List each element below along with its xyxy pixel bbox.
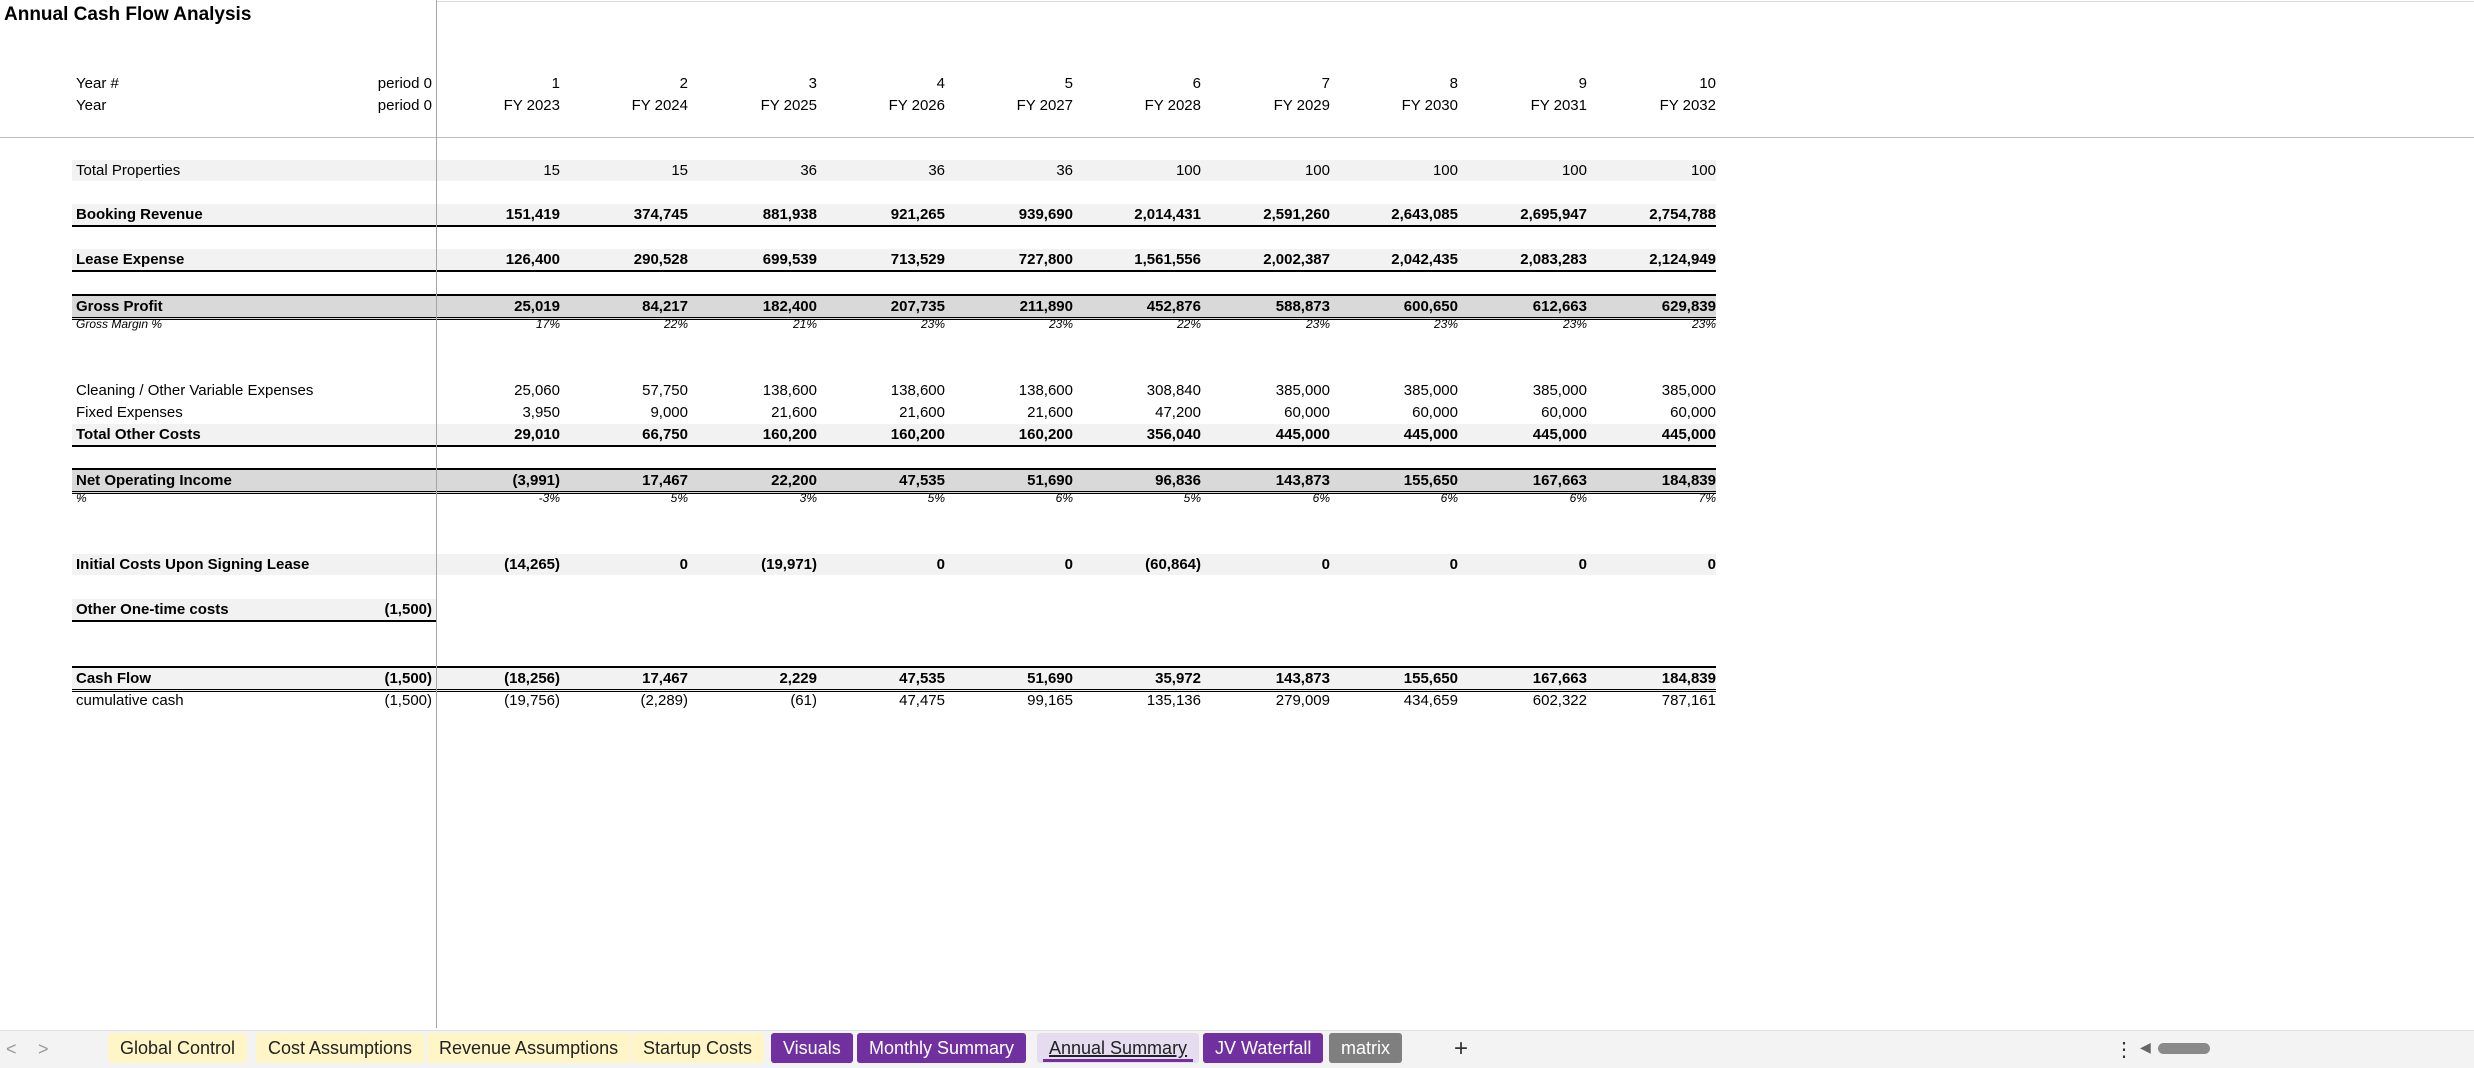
value-cell[interactable]: FY 2029 (1273, 97, 1330, 114)
value-cell[interactable]: 23% (1562, 317, 1587, 331)
value-cell[interactable]: (2,289) (640, 692, 688, 709)
sheet-tab-monthly-summary[interactable]: Monthly Summary (857, 1033, 1026, 1063)
value-cell[interactable]: 167,663 (1532, 472, 1587, 489)
value-cell[interactable]: 385,000 (1403, 382, 1458, 399)
value-cell[interactable]: 9,000 (650, 404, 688, 421)
sheet-tab-startup-costs[interactable]: Startup Costs (631, 1033, 764, 1063)
value-cell[interactable]: 138,600 (1018, 382, 1073, 399)
header-divider (0, 137, 2474, 138)
value-cell[interactable]: 2,002,387 (1263, 251, 1330, 268)
one-time-costs-row (72, 599, 436, 622)
value-cell[interactable]: 51,690 (1027, 670, 1073, 687)
value-cell[interactable]: (19,971) (761, 556, 817, 573)
value-cell[interactable]: 0 (679, 556, 688, 573)
value-cell[interactable]: 47,475 (899, 692, 945, 709)
value-cell[interactable]: 51,690 (1027, 472, 1073, 489)
sheet-tab-jv-waterfall[interactable]: JV Waterfall (1203, 1033, 1323, 1063)
value-cell[interactable]: 385,000 (1275, 382, 1330, 399)
fixed-expenses-row (72, 402, 1716, 423)
sheet-tab-global-control[interactable]: Global Control (108, 1033, 247, 1063)
year-number-row (72, 73, 1716, 94)
value-cell[interactable]: 2,591,260 (1263, 206, 1330, 223)
lease-expense-row (72, 249, 1716, 272)
value-cell[interactable]: 160,200 (762, 426, 817, 443)
value-cell[interactable]: 160,200 (1018, 426, 1073, 443)
value-cell[interactable]: 167,663 (1532, 670, 1587, 687)
value-cell[interactable]: 36 (1056, 162, 1073, 179)
value-cell[interactable]: 5% (927, 491, 945, 505)
value-cell[interactable]: 434,659 (1403, 692, 1458, 709)
value-cell[interactable]: 3% (799, 491, 817, 505)
value-cell[interactable]: 290,528 (633, 251, 688, 268)
value-cell[interactable]: -3% (538, 491, 560, 505)
value-cell[interactable]: FY 2030 (1401, 97, 1458, 114)
row-label[interactable]: Other One-time costs (76, 601, 229, 618)
value-cell[interactable]: 2,754,788 (1649, 206, 1716, 223)
value-cell[interactable]: 385,000 (1661, 382, 1716, 399)
value-cell[interactable]: (19,756) (504, 692, 560, 709)
value-cell[interactable]: 7 (1321, 75, 1330, 92)
value-cell[interactable]: 138,600 (762, 382, 817, 399)
value-cell[interactable]: FY 2032 (1659, 97, 1716, 114)
value-cell[interactable]: 60,000 (1412, 404, 1458, 421)
initial-costs-row (72, 554, 1716, 575)
value-cell[interactable]: 452,876 (1146, 298, 1201, 315)
row-label[interactable]: Lease Expense (76, 251, 185, 268)
value-cell[interactable]: 6% (1569, 491, 1587, 505)
value-cell[interactable]: 36 (928, 162, 945, 179)
value-cell[interactable]: 100 (1432, 162, 1458, 179)
value-cell[interactable]: 96,836 (1155, 472, 1201, 489)
value-cell[interactable]: FY 2024 (631, 97, 688, 114)
sheet-tab-matrix[interactable]: matrix (1329, 1033, 1402, 1063)
value-cell[interactable]: 60,000 (1541, 404, 1587, 421)
row-label[interactable]: Cleaning / Other Variable Expenses (76, 382, 314, 399)
value-cell[interactable]: 99,165 (1027, 692, 1073, 709)
row-label[interactable]: Gross Margin % (76, 317, 163, 331)
value-cell[interactable]: 211,890 (1019, 298, 1073, 315)
value-cell[interactable]: 182,400 (762, 298, 817, 315)
value-cell[interactable]: 23% (1305, 317, 1330, 331)
value-cell[interactable]: 21% (792, 317, 817, 331)
value-cell[interactable]: 47,535 (899, 472, 945, 489)
value-cell[interactable]: 629,839 (1661, 298, 1716, 315)
value-cell[interactable]: 135,136 (1146, 692, 1201, 709)
sheet-tab-annual-summary[interactable]: Annual Summary (1037, 1033, 1199, 1063)
value-cell[interactable]: 160,200 (890, 426, 945, 443)
value-cell[interactable]: 60,000 (1284, 404, 1330, 421)
row-label[interactable]: Net Operating Income (76, 472, 232, 489)
page-title: Annual Cash Flow Analysis (4, 4, 252, 25)
value-cell[interactable]: 4 (936, 75, 945, 92)
value-cell[interactable]: 35,972 (1155, 670, 1201, 687)
value-cell[interactable]: 184,839 (1661, 670, 1716, 687)
value-cell[interactable]: FY 2027 (1016, 97, 1073, 114)
sheet-tab-revenue-assumptions[interactable]: Revenue Assumptions (427, 1033, 630, 1063)
value-cell[interactable]: 787,161 (1661, 692, 1716, 709)
value-cell[interactable]: 138,600 (890, 382, 945, 399)
top-border (437, 1, 2474, 2)
value-cell[interactable]: (60,864) (1145, 556, 1201, 573)
row-label[interactable]: Cash Flow (76, 670, 152, 687)
value-cell[interactable]: 0 (936, 556, 945, 573)
value-cell[interactable]: 6 (1192, 75, 1201, 92)
value-cell[interactable]: 445,000 (1532, 426, 1587, 443)
value-cell[interactable]: FY 2028 (1144, 97, 1201, 114)
value-cell[interactable]: 21,600 (771, 404, 817, 421)
row-label[interactable]: Year # (76, 75, 119, 92)
value-cell[interactable]: 0 (1707, 556, 1716, 573)
value-cell[interactable]: 2,014,431 (1134, 206, 1201, 223)
value-cell[interactable]: FY 2023 (503, 97, 560, 114)
value-cell[interactable]: (3,991) (512, 472, 560, 489)
period-0-cell[interactable]: period 0 (377, 97, 432, 114)
value-cell[interactable]: 100 (1561, 162, 1587, 179)
value-cell[interactable]: 23% (920, 317, 945, 331)
value-cell[interactable]: 0 (1449, 556, 1458, 573)
value-cell[interactable]: 727,800 (1018, 251, 1073, 268)
value-cell[interactable]: 22% (1176, 317, 1201, 331)
cleaning-expenses-row (72, 380, 1716, 401)
value-cell[interactable]: 29,010 (514, 426, 560, 443)
value-cell[interactable]: 0 (1321, 556, 1330, 573)
value-cell[interactable]: 17,467 (642, 472, 688, 489)
row-label[interactable]: Total Other Costs (76, 426, 201, 443)
period-0-cell[interactable]: (1,500) (384, 692, 432, 709)
value-cell[interactable]: (61) (790, 692, 817, 709)
row-label[interactable]: Gross Profit (76, 298, 163, 315)
sheet-tab-bar (0, 1030, 2474, 1068)
value-cell[interactable]: 60,000 (1670, 404, 1716, 421)
value-cell[interactable]: 15 (671, 162, 688, 179)
row-label[interactable]: Fixed Expenses (76, 404, 183, 421)
value-cell[interactable]: 713,529 (890, 251, 945, 268)
value-cell[interactable]: 25,060 (514, 382, 560, 399)
value-cell[interactable]: 155,650 (1403, 670, 1458, 687)
value-cell[interactable]: 184,839 (1661, 472, 1716, 489)
value-cell[interactable]: 207,735 (890, 298, 945, 315)
value-cell[interactable]: (18,256) (504, 670, 560, 687)
value-cell[interactable]: 374,745 (633, 206, 688, 223)
value-cell[interactable]: 5% (670, 491, 688, 505)
value-cell[interactable]: 10 (1699, 75, 1716, 92)
value-cell[interactable]: 143,873 (1275, 472, 1330, 489)
value-cell[interactable]: FY 2025 (760, 97, 817, 114)
period-0-cell[interactable]: period 0 (377, 75, 432, 92)
value-cell[interactable]: 100 (1690, 162, 1716, 179)
gross-margin-row (72, 316, 1716, 332)
value-cell[interactable]: 5 (1064, 75, 1073, 92)
value-cell[interactable]: 9 (1578, 75, 1587, 92)
value-cell[interactable]: 17% (535, 317, 560, 331)
value-cell[interactable]: 2 (679, 75, 688, 92)
value-cell[interactable]: 602,322 (1532, 692, 1587, 709)
year-label-row (72, 95, 1716, 116)
value-cell[interactable]: 23% (1691, 317, 1716, 331)
value-cell[interactable]: 2,124,949 (1649, 251, 1716, 268)
prev-sheet-icon[interactable]: < (6, 1039, 17, 1059)
value-cell[interactable]: 2,229 (779, 670, 817, 687)
value-cell[interactable]: 6% (1440, 491, 1458, 505)
sheet-tab-visuals[interactable]: Visuals (771, 1033, 853, 1063)
value-cell[interactable]: 921,265 (890, 206, 945, 223)
value-cell[interactable]: 23% (1048, 317, 1073, 331)
value-cell[interactable]: 21,600 (1027, 404, 1073, 421)
cumulative-cash-row (72, 690, 1716, 711)
value-cell[interactable]: 57,750 (642, 382, 688, 399)
value-cell[interactable]: 8 (1449, 75, 1458, 92)
value-cell[interactable]: 1 (551, 75, 560, 92)
value-cell[interactable]: 600,650 (1403, 298, 1458, 315)
value-cell[interactable]: FY 2031 (1530, 97, 1587, 114)
period-0-cell[interactable]: (1,500) (384, 670, 432, 687)
value-cell[interactable]: 385,000 (1532, 382, 1587, 399)
value-cell[interactable]: 699,539 (762, 251, 817, 268)
row-label[interactable]: Booking Revenue (76, 206, 203, 223)
value-cell[interactable]: 151,419 (505, 206, 560, 223)
value-cell[interactable]: 22,200 (771, 472, 817, 489)
value-cell[interactable]: 2,643,085 (1391, 206, 1458, 223)
value-cell[interactable]: 3,950 (522, 404, 560, 421)
row-label[interactable]: cumulative cash (76, 692, 184, 709)
value-cell[interactable]: 0 (1064, 556, 1073, 573)
value-cell[interactable]: 0 (1578, 556, 1587, 573)
value-cell[interactable]: 445,000 (1661, 426, 1716, 443)
horizontal-scrollbar[interactable] (2158, 1043, 2210, 1054)
value-cell[interactable]: FY 2026 (888, 97, 945, 114)
value-cell[interactable]: 17,467 (642, 670, 688, 687)
value-cell[interactable]: 66,750 (642, 426, 688, 443)
value-cell[interactable]: 36 (800, 162, 817, 179)
booking-revenue-row (72, 204, 1716, 227)
value-cell[interactable]: 939,690 (1018, 206, 1073, 223)
value-cell[interactable]: 100 (1175, 162, 1201, 179)
value-cell[interactable]: 2,042,435 (1391, 251, 1458, 268)
row-label[interactable]: Total Properties (76, 162, 181, 179)
value-cell[interactable]: (14,265) (504, 556, 560, 573)
value-cell[interactable]: 1,561,556 (1134, 251, 1201, 268)
total-properties-row (72, 160, 1716, 181)
row-label[interactable]: Year (76, 97, 107, 114)
period-0-cell[interactable]: (1,500) (384, 601, 432, 618)
value-cell[interactable]: 5% (1183, 491, 1201, 505)
value-cell[interactable]: 143,873 (1275, 670, 1330, 687)
value-cell[interactable]: 84,217 (642, 298, 688, 315)
next-sheet-icon[interactable]: > (38, 1039, 49, 1059)
value-cell[interactable]: 445,000 (1275, 426, 1330, 443)
total-other-costs-row (72, 424, 1716, 447)
value-cell[interactable]: 445,000 (1403, 426, 1458, 443)
value-cell[interactable]: 47,200 (1155, 404, 1201, 421)
value-cell[interactable]: 356,040 (1146, 426, 1201, 443)
sheet-tab-cost-assumptions[interactable]: Cost Assumptions (256, 1033, 424, 1063)
value-cell[interactable]: 308,840 (1146, 382, 1201, 399)
value-cell[interactable]: 155,650 (1403, 472, 1458, 489)
cash-flow-row (72, 666, 1716, 692)
value-cell[interactable]: 21,600 (899, 404, 945, 421)
value-cell[interactable]: 100 (1304, 162, 1330, 179)
value-cell[interactable]: 588,873 (1275, 298, 1330, 315)
more-options-icon[interactable]: ⋮ (2114, 1039, 2134, 1061)
value-cell[interactable]: 612,663 (1532, 298, 1587, 315)
value-cell[interactable]: 881,938 (762, 206, 817, 223)
frozen-pane-divider (436, 0, 437, 1028)
value-cell[interactable]: 15 (543, 162, 560, 179)
scroll-left-icon[interactable]: ◀ (2140, 1039, 2151, 1055)
value-cell[interactable]: 23% (1433, 317, 1458, 331)
add-sheet-button[interactable]: + (1454, 1035, 1469, 1062)
value-cell[interactable]: 279,009 (1275, 692, 1330, 709)
value-cell[interactable]: 126,400 (505, 251, 560, 268)
value-cell[interactable]: 6% (1055, 491, 1073, 505)
value-cell[interactable]: 6% (1312, 491, 1330, 505)
row-label[interactable]: Initial Costs Upon Signing Lease (76, 556, 310, 573)
value-cell[interactable]: 22% (663, 317, 688, 331)
value-cell[interactable]: 25,019 (514, 298, 560, 315)
row-label[interactable]: % (76, 491, 87, 505)
value-cell[interactable]: 7% (1698, 491, 1716, 505)
value-cell[interactable]: 3 (808, 75, 817, 92)
value-cell[interactable]: 2,695,947 (1520, 206, 1587, 223)
value-cell[interactable]: 47,535 (899, 670, 945, 687)
noi-percent-row (72, 490, 1716, 506)
value-cell[interactable]: 2,083,283 (1520, 251, 1587, 268)
